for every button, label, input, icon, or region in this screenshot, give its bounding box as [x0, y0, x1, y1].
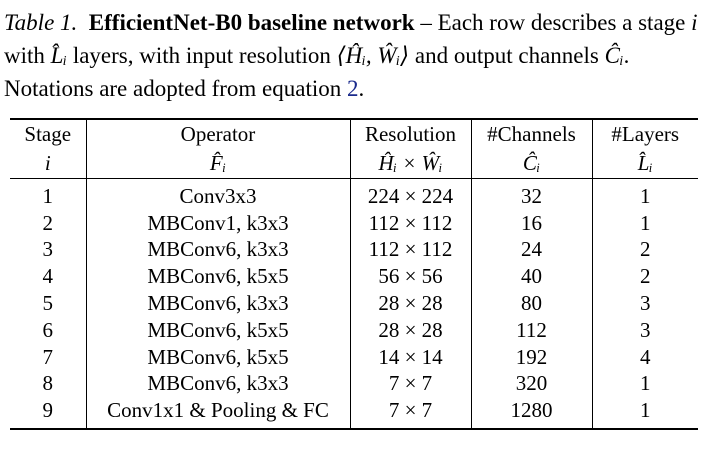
cell-stage: 6	[42, 317, 53, 342]
cell-channels: 24	[471, 237, 592, 264]
cell-channels: 320	[471, 371, 592, 398]
cell-resolution: 7 × 7	[350, 371, 471, 398]
cell-operator: MBConv6, k3x3	[86, 290, 350, 317]
cell-channels: 112	[471, 317, 592, 344]
cell-channels: 32	[471, 183, 592, 210]
cell-layers: 3	[592, 317, 698, 344]
table-body-grid	[10, 179, 698, 428]
table-row	[10, 317, 698, 344]
header-notation-operator: F̂ᵢ	[86, 148, 350, 178]
cell-operator: MBConv6, k3x3	[86, 237, 350, 264]
cell-operator: MBConv6, k3x3	[86, 371, 350, 398]
architecture-table	[10, 118, 698, 430]
cell-layers: 1	[592, 210, 698, 237]
header-notation-resolution: Ĥᵢ × Ŵᵢ	[350, 148, 471, 178]
header-cell-resolution: Resolution	[350, 120, 471, 148]
cell-layers: 1	[592, 183, 698, 210]
bottom-rule	[10, 428, 698, 430]
cell-layers: 3	[592, 290, 698, 317]
caption-channels-var: Ĉᵢ	[604, 43, 624, 68]
cell-stage: 1	[42, 183, 53, 208]
cell-channels: 1280	[471, 397, 592, 424]
cell-operator: MBConv6, k5x5	[86, 263, 350, 290]
cell-resolution: 14 × 14	[350, 344, 471, 371]
cell-stage: 4	[42, 264, 53, 289]
header-cell-operator: Operator	[86, 120, 350, 148]
table-row	[10, 210, 698, 237]
cell-layers: 1	[592, 371, 698, 398]
cell-operator: Conv1x1 & Pooling & FC	[86, 397, 350, 424]
table-row	[10, 344, 698, 371]
cell-resolution: 28 × 28	[350, 290, 471, 317]
cell-layers: 1	[592, 397, 698, 424]
header-notation-channels: Ĉᵢ	[471, 148, 592, 178]
cell-stage: 2	[42, 210, 53, 235]
cell-channels: 192	[471, 344, 592, 371]
cell-resolution: 28 × 28	[350, 317, 471, 344]
cell-layers: 2	[592, 237, 698, 264]
cell-resolution: 56 × 56	[350, 263, 471, 290]
header-notation-layers: L̂ᵢ	[592, 148, 698, 178]
caption-text: – Each row describes a stage	[414, 10, 692, 35]
header-cell-stage: Stage	[24, 121, 72, 146]
table-row	[10, 371, 698, 398]
header-notation-stage: i	[44, 150, 51, 175]
cell-resolution: 112 × 112	[350, 237, 471, 264]
cell-resolution: 112 × 112	[350, 210, 471, 237]
caption-resolution-var: ⟨Ĥᵢ, Ŵᵢ⟩	[336, 43, 410, 68]
cell-channels: 16	[471, 210, 592, 237]
table-caption	[4, 6, 708, 105]
cell-resolution: 7 × 7	[350, 397, 471, 424]
table-row	[10, 183, 698, 210]
cell-stage: 9	[42, 398, 53, 423]
table-row	[10, 237, 698, 264]
equation-link[interactable]: 2	[346, 76, 359, 101]
header-cell-layers: #Layers	[592, 120, 698, 148]
caption-text: layers, with input resolution	[67, 43, 337, 68]
cell-layers: 4	[592, 344, 698, 371]
caption-label: Table 1.	[4, 10, 78, 35]
cell-operator: MBConv6, k5x5	[86, 317, 350, 344]
table-grid	[10, 120, 698, 178]
table-row	[10, 263, 698, 290]
cell-stage: 8	[42, 371, 53, 396]
caption-text: .	[358, 76, 365, 101]
caption-stage-var: i	[691, 10, 698, 35]
header-notation-row	[10, 148, 698, 178]
cell-operator: MBConv1, k3x3	[86, 210, 350, 237]
cell-layers: 2	[592, 263, 698, 290]
caption-layers-var: L̂ᵢ	[50, 43, 68, 68]
caption-text: with	[4, 43, 51, 68]
cell-resolution: 224 × 224	[350, 183, 471, 210]
cell-operator: Conv3x3	[86, 183, 350, 210]
caption-title: EfficientNet-B0 baseline network	[88, 10, 415, 35]
cell-channels: 80	[471, 290, 592, 317]
table-row	[10, 290, 698, 317]
cell-stage: 5	[42, 291, 53, 316]
cell-stage: 3	[42, 237, 53, 262]
table-row	[10, 397, 698, 424]
header-row	[10, 120, 698, 148]
caption-text: and output channels	[409, 43, 605, 68]
header-cell-channels: #Channels	[471, 120, 592, 148]
caption-text: . Notations are adopted from equation	[4, 43, 630, 101]
cell-operator: MBConv6, k5x5	[86, 344, 350, 371]
cell-stage: 7	[42, 344, 53, 369]
cell-channels: 40	[471, 263, 592, 290]
